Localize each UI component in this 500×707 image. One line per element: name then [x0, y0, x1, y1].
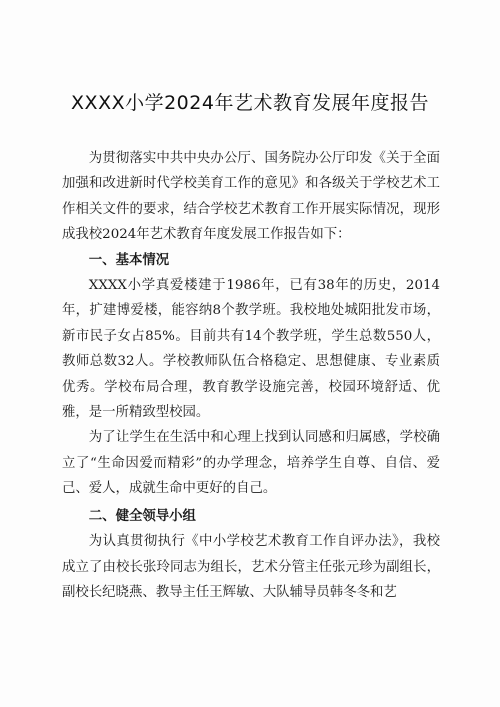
basic-info-paragraph-2: 为了让学生在生活中和心理上找到认同感和归属感，学校确立了“生命因爱而精彩”的办学理念，培养学生自尊、自信、爱己、爱人，成就生命中更好的自己。: [62, 430, 440, 497]
leadership-paragraph-1: 为认真贯彻执行《中小学校艺术教育工作自评办法》，我校成立了由校长张玲同志为组长，艺术分管主任张元珍为副组长，副校长纪晓燕、教导主任王辉敏、大队辅导员韩冬冬和艺: [62, 534, 440, 600]
document-title: XXXX小学2024年艺术教育发展年度报告: [71, 92, 429, 114]
document-body: [62, 146, 440, 605]
section-heading-leadership: 二、健全领导小组: [88, 508, 196, 524]
section-heading-basic-info: 一、基本情况: [88, 252, 170, 268]
basic-info-paragraph-1: XXXX小学真爱楼建于1986年，已有38年的历史，2014年，扩建博爱楼，能容纳8个教学班。我校地处城阳批发市场，新市民子女占85%。目前共有14个教学班，学生总数550人，教师总数32人。学校教师队伍合格稳定、思想健康、专业素质优秀。学校布局合理，教育教学设施完善，校园环境舒适、优雅，是一所精致型校园。: [62, 278, 440, 421]
intro-paragraph: 为贯彻落实中共中央办公厅、国务院办公厅印发《关于全面加强和改进新时代学校美育工作的意见》和各级关于学校艺术工作相关文件的要求，结合学校艺术教育工作开展实际情况，现形成我校2024年艺术教育年度发展工作报告如下：: [62, 151, 440, 243]
